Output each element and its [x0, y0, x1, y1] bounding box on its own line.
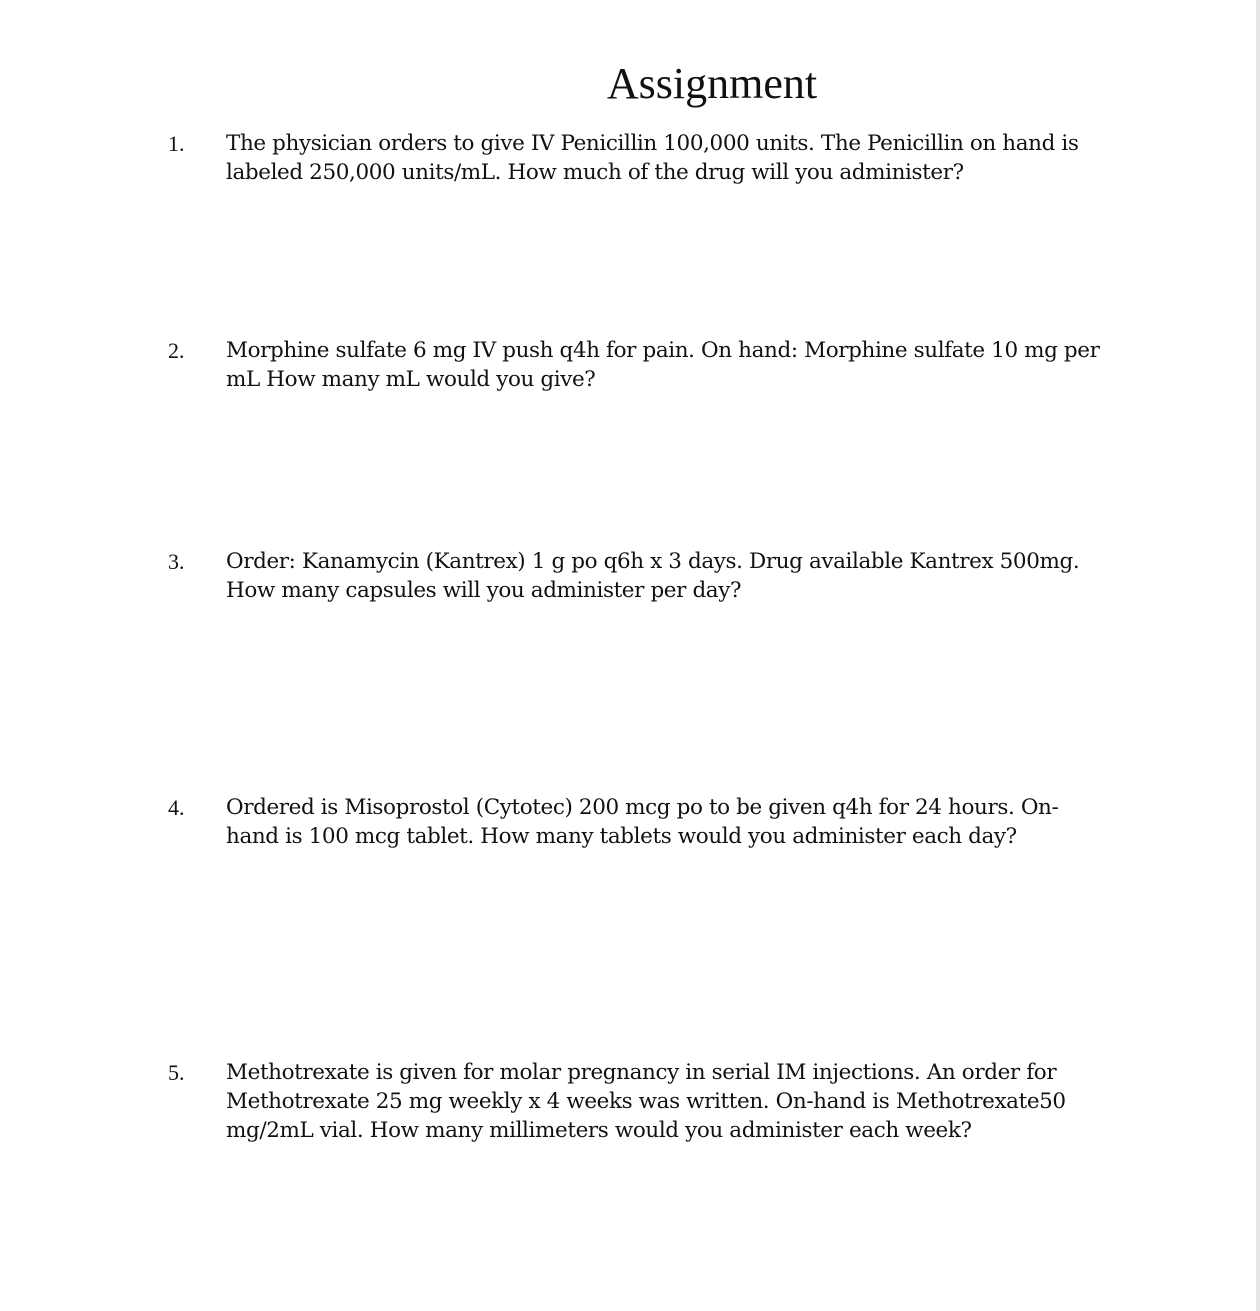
question-text [226, 547, 1096, 605]
question-line: Order: Kanamycin (Kantrex) 1 g po q6h x 3 days. Drug available Kantrex 500mg. [226, 549, 1080, 574]
question-number: 1. [168, 131, 185, 156]
page-edge-divider [1256, 0, 1260, 1311]
question-text [226, 1058, 1096, 1145]
question-line: The physician orders to give IV Penicillin 100,000 units. The Penicillin on hand is [226, 131, 1079, 156]
question-number: 5. [168, 1060, 185, 1085]
page-title: Assignment [606, 59, 818, 108]
question-text [226, 129, 1096, 187]
question-text [226, 336, 1100, 394]
question-number: 3. [168, 549, 185, 574]
question-line: mL How many mL would you give? [226, 367, 596, 392]
question-line: Methotrexate is given for molar pregnancy in serial IM injections. An order for [226, 1060, 1057, 1085]
question-text [226, 793, 1096, 851]
question-line: How many capsules will you administer per day? [226, 578, 742, 603]
question-line: mg/2mL vial. How many millimeters would you administer each week? [226, 1118, 972, 1143]
question-line: Methotrexate 25 mg weekly x 4 weeks was written. On-hand is Methotrexate50 [226, 1089, 1066, 1114]
question-line: labeled 250,000 units/mL. How much of the drug will you administer? [226, 160, 964, 185]
question-number: 4. [168, 795, 185, 820]
question-number: 2. [168, 338, 185, 363]
question-line: Morphine sulfate 6 mg IV push q4h for pain. On hand: Morphine sulfate 10 mg per [226, 338, 1100, 363]
question-line: Ordered is Misoprostol (Cytotec) 200 mcg po to be given q4h for 24 hours. On- [226, 795, 1059, 820]
question-line: hand is 100 mcg tablet. How many tablets would you administer each day? [226, 824, 1017, 849]
